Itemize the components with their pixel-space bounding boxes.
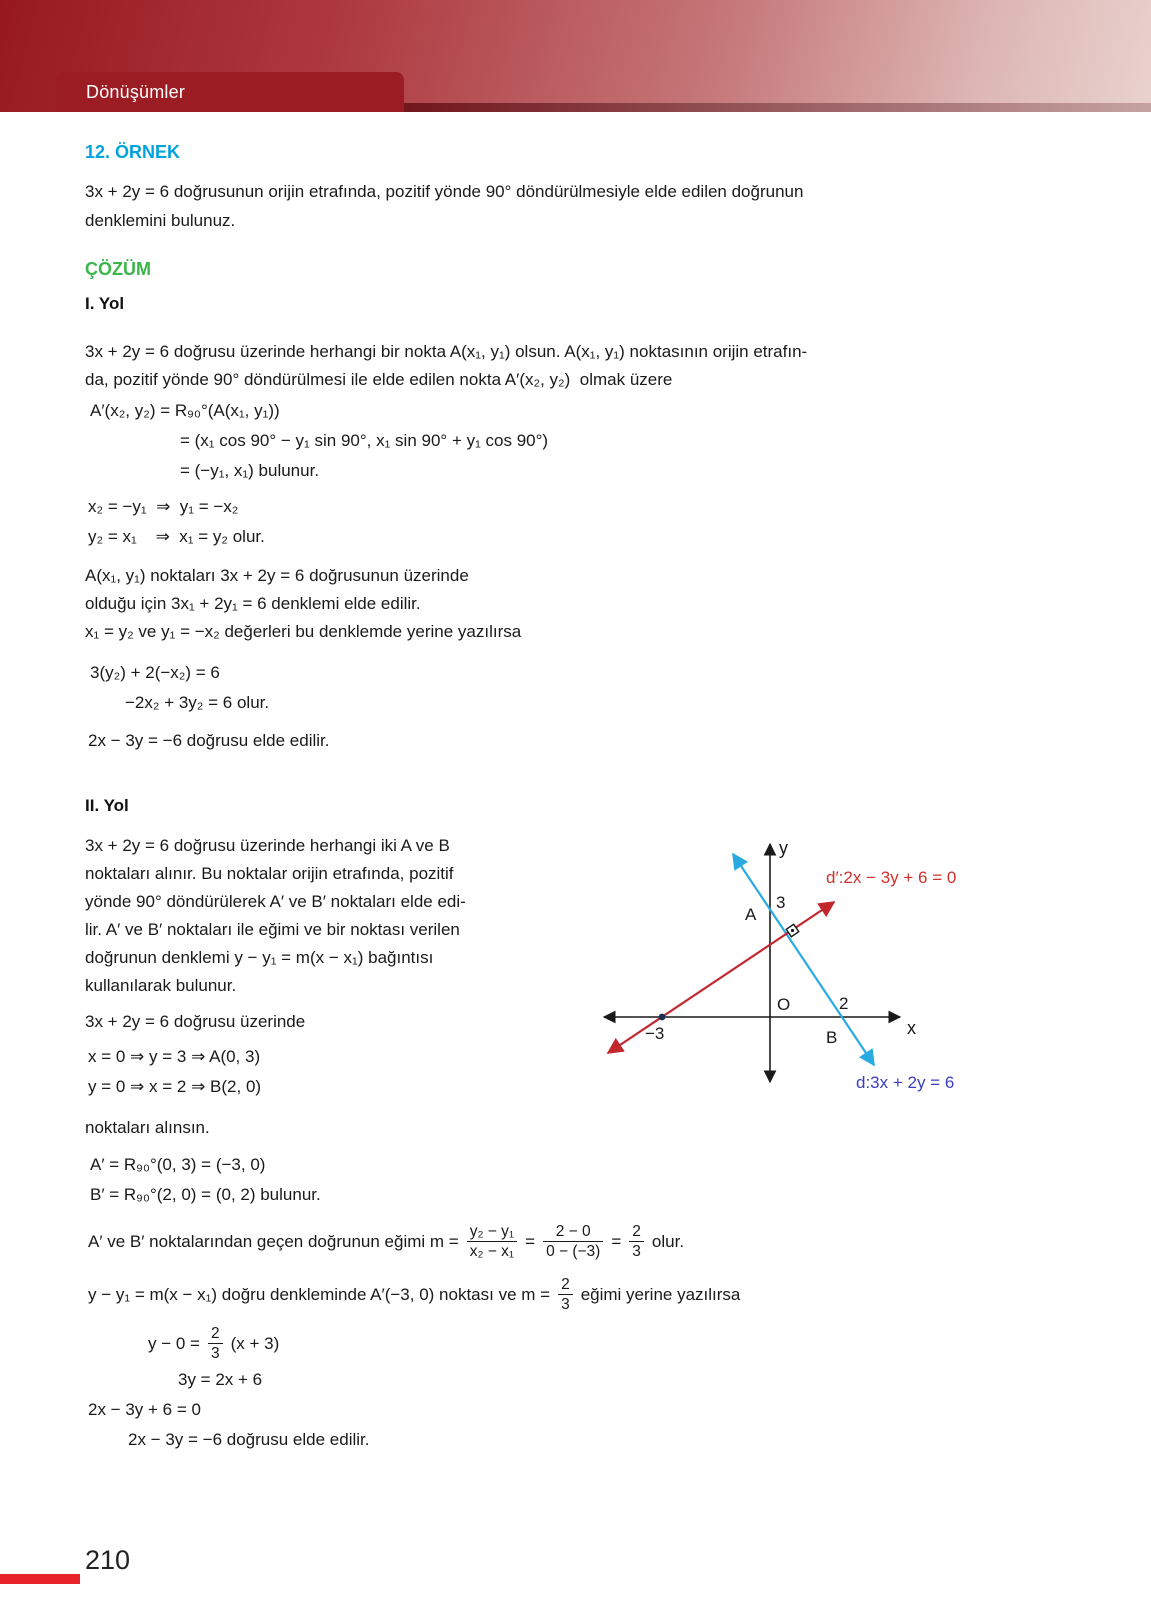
method2-columns xyxy=(85,832,1095,1102)
fraction-denominator: 3 xyxy=(208,1343,223,1363)
line-d-prime-red xyxy=(608,902,834,1053)
method2-equation: y = 0 ⇒ x = 2 ⇒ B(2, 0) xyxy=(88,1077,262,1096)
equation-text: y − 0 = xyxy=(148,1333,200,1353)
fraction-denominator: 0 − (−3) xyxy=(543,1241,603,1261)
method1-paragraph-line: x₁ = y₂ ve y₁ = −x₂ değerleri bu denklemde yerine yazılırsa xyxy=(85,622,522,641)
method1-equation: 3(y₂) + 2(−x₂) = 6 xyxy=(90,663,220,682)
method1-equation: A′(x₂, y₂) = R₉₀°(A(x₁, y₁)) xyxy=(90,401,280,420)
header-tab xyxy=(56,72,404,112)
fraction-denominator: 3 xyxy=(629,1241,644,1261)
fraction xyxy=(629,1222,644,1261)
final-equation-line: 2x − 3y + 6 = 0 xyxy=(88,1400,201,1419)
example-title: 12. ÖRNEK xyxy=(85,142,181,162)
method2-paragraph-line: noktaları alınır. Bu noktalar orijin etrafında, pozitif xyxy=(85,864,454,883)
substitution-text: y − y₁ = m(x − x₁) doğru denkleminde A′(−3, 0) noktası ve m = xyxy=(88,1284,551,1304)
point-b-label: B xyxy=(826,1028,838,1047)
problem-line: denklemini bulunuz. xyxy=(85,211,236,230)
right-angle-dot xyxy=(791,929,794,932)
fraction-numerator: y₂ − y₁ xyxy=(469,1223,515,1240)
method2-equation: x = 0 ⇒ y = 3 ⇒ A(0, 3) xyxy=(88,1047,261,1066)
equals-sign: = xyxy=(525,1231,536,1251)
method1-paragraph-line: A(x₁, y₁) noktaları 3x + 2y = 6 doğrusunun üzerinde xyxy=(85,566,469,585)
method2-text-column xyxy=(85,832,590,1102)
method1-equation: −2x₂ + 3y₂ = 6 olur. xyxy=(125,693,270,712)
method2-paragraph-line: kullanılarak bulunur. xyxy=(85,976,237,995)
method1-equation: = (x₁ cos 90° − y₁ sin 90°, x₁ sin 90° + y₁ cos 90°) xyxy=(180,431,549,450)
method1-equation: 2x − 3y = −6 doğrusu elde edilir. xyxy=(88,731,330,750)
substitution-line xyxy=(88,1275,1095,1314)
method2-paragraph-line: lir. A′ ve B′ noktaları ile eğimi ve bir noktası verilen xyxy=(85,920,460,939)
red-line-equation: d′:2x − 3y + 6 = 0 xyxy=(826,868,957,887)
x-tick-2-label: 2 xyxy=(839,994,849,1013)
substitution-text: eğimi yerine yazılırsa xyxy=(580,1284,741,1304)
method1-equation: x₂ = −y₁ ⇒ y₁ = −x₂ xyxy=(88,497,239,516)
y-tick-3-label: 3 xyxy=(776,893,786,912)
method1-equation: = (−y₁, x₁) bulunur. xyxy=(180,461,320,480)
fraction-numerator: 2 xyxy=(210,1325,220,1342)
final-equation-line: 3y = 2x + 6 xyxy=(178,1370,263,1389)
fraction xyxy=(558,1275,573,1314)
point-a-label: A xyxy=(745,905,757,924)
header-tab-label: Dönüşümler xyxy=(86,81,186,102)
slope-text: A′ ve B′ noktalarından geçen doğrunun eğimi m = xyxy=(88,1231,459,1251)
method2-paragraph-line: yönde 90° döndürülerek A′ ve B′ noktaları elde edi- xyxy=(85,892,466,911)
x-tick-minus3-label: −3 xyxy=(645,1024,665,1043)
coordinate-graph xyxy=(590,832,1030,1102)
problem-line: 3x + 2y = 6 doğrusunun orijin etrafında, pozitif yönde 90° döndürülmesiyle elde edilen doğrunun xyxy=(85,182,804,201)
fraction xyxy=(208,1324,223,1363)
fraction xyxy=(543,1222,603,1261)
slope-text: olur. xyxy=(651,1231,685,1251)
header-band xyxy=(0,0,1151,112)
page-content xyxy=(85,142,1095,1455)
equation-text: (x + 3) xyxy=(230,1333,280,1353)
fraction xyxy=(467,1222,517,1261)
method1-paragraph-line: 3x + 2y = 6 doğrusu üzerinde herhangi bir nokta A(x₁, y₁) olsun. A(x₁, y₁) noktasının orijin etrafın- xyxy=(85,342,808,361)
fraction-numerator: 2 xyxy=(632,1223,641,1240)
method2-title: II. Yol xyxy=(85,796,129,815)
method1-paragraph-line: da, pozitif yönde 90° döndürülmesi ile elde edilen nokta A′(x₂, y₂) olmak üzere xyxy=(85,370,673,389)
method2-paragraph-line: doğrunun denklemi y − y₁ = m(x − x₁) bağıntısı xyxy=(85,948,434,967)
method1-title: I. Yol xyxy=(85,294,125,313)
solution-title: ÇÖZÜM xyxy=(85,259,151,279)
method2-paragraph-line: noktaları alınsın. xyxy=(85,1118,210,1137)
header-strip xyxy=(374,103,1151,112)
method2-graph-column xyxy=(590,832,1095,1102)
final-equation-line xyxy=(148,1324,1095,1363)
method2-equation: B′ = R₉₀°(2, 0) = (0, 2) bulunur. xyxy=(90,1185,321,1204)
page-number: 210 xyxy=(85,1545,131,1575)
fraction-denominator: x₂ − x₁ xyxy=(467,1241,517,1261)
y-axis-label: y xyxy=(779,838,788,858)
fraction-numerator: 2 − 0 xyxy=(555,1223,591,1240)
footer-accent-bar xyxy=(0,1574,80,1584)
fraction-denominator: 3 xyxy=(558,1294,573,1314)
slope-equation-line xyxy=(88,1222,1095,1261)
method2-paragraph-line: 3x + 2y = 6 doğrusu üzerinde herhangi iki A ve B xyxy=(85,836,450,855)
point-a-prime-dot xyxy=(659,1014,666,1021)
equals-sign: = xyxy=(611,1231,622,1251)
origin-label: O xyxy=(777,995,791,1014)
method2-paragraph-line: 3x + 2y = 6 doğrusu üzerinde xyxy=(85,1012,306,1031)
fraction-numerator: 2 xyxy=(561,1276,570,1293)
method1-paragraph-line: olduğu için 3x₁ + 2y₁ = 6 denklemi elde edilir. xyxy=(85,594,421,613)
blue-line-equation: d:3x + 2y = 6 xyxy=(856,1073,955,1092)
method2-equation: A′ = R₉₀°(0, 3) = (−3, 0) xyxy=(90,1155,266,1174)
final-equation-line: 2x − 3y = −6 doğrusu elde edilir. xyxy=(128,1430,370,1449)
x-axis-label: x xyxy=(907,1018,916,1038)
method1-equation: y₂ = x₁ ⇒ x₁ = y₂ olur. xyxy=(88,527,265,546)
